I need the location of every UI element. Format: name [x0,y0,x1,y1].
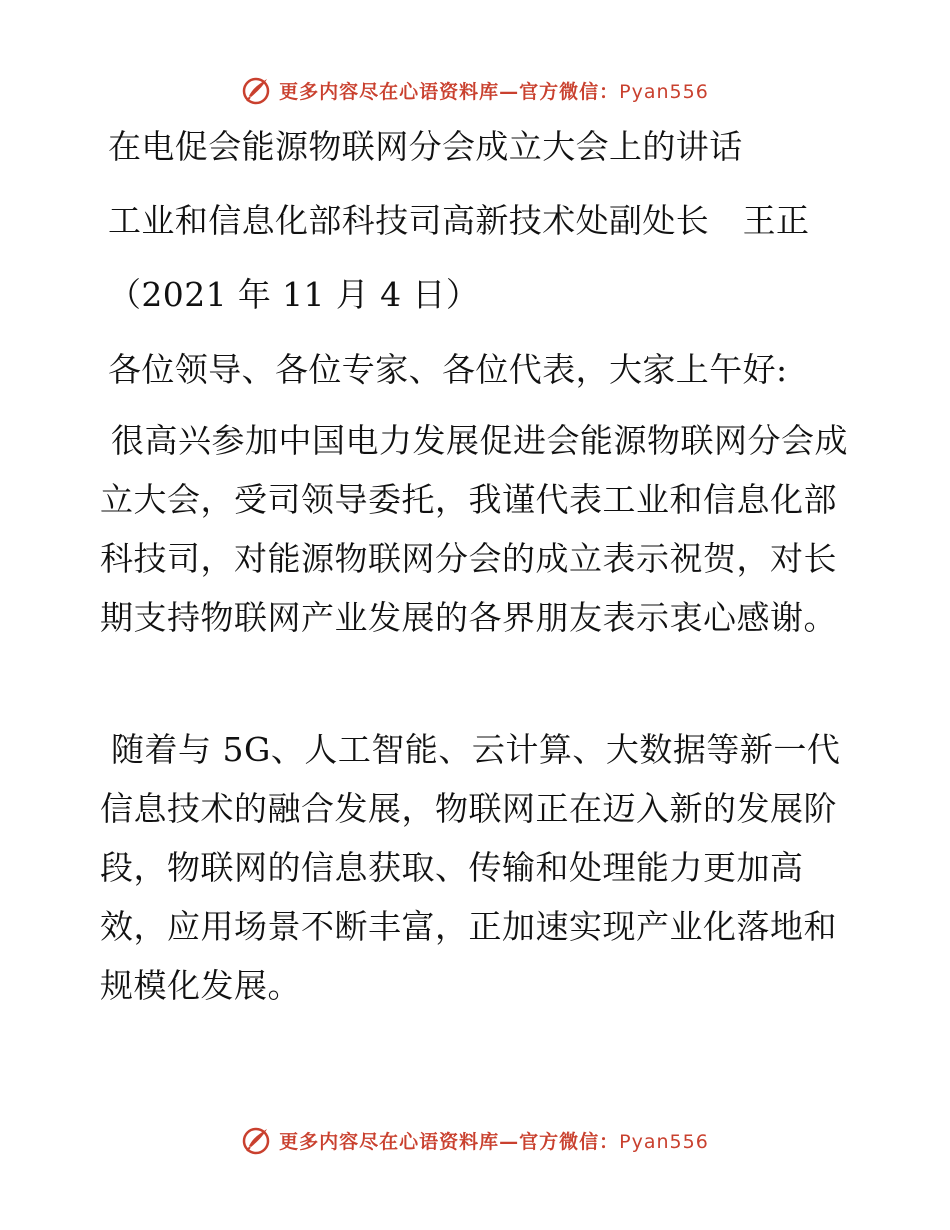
watermark-footer [0,1120,950,1160]
paragraph-1: 很高兴参加中国电力发展促进会能源物联网分会成立大会，受司领导委托，我谨代表工业和信息化部科技司，对能源物联网分会的成立表示祝贺，对长期支持物联网产业发展的各界朋友表示衷心感谢。 [100,421,848,637]
watermark-header [0,70,950,110]
quill-logo-icon [241,74,273,106]
greeting: 各位领导、各位专家、各位代表，大家上午好: [108,350,788,389]
document-title: 在电促会能源物联网分会成立大会上的讲话 [108,127,743,166]
quill-logo-icon [241,1124,273,1156]
watermark-text: 更多内容尽在心语资料库—官方微信：Pyan556 [279,80,709,103]
speaker-line: 工业和信息化部科技司高新技术处副处长 王正 [108,201,810,240]
watermark-text: 更多内容尽在心语资料库—官方微信：Pyan556 [279,1130,709,1153]
speech-date: （2021 年 11 月 4 日） [108,275,480,314]
paragraph-2: 随着与 5G、人工智能、云计算、大数据等新一代信息技术的融合发展，物联网正在迈入新的发展阶段，物联网的信息获取、传输和处理能力更加高效，应用场景不断丰富，正加速实现产业化落地和规模化发展。 [100,730,841,1005]
